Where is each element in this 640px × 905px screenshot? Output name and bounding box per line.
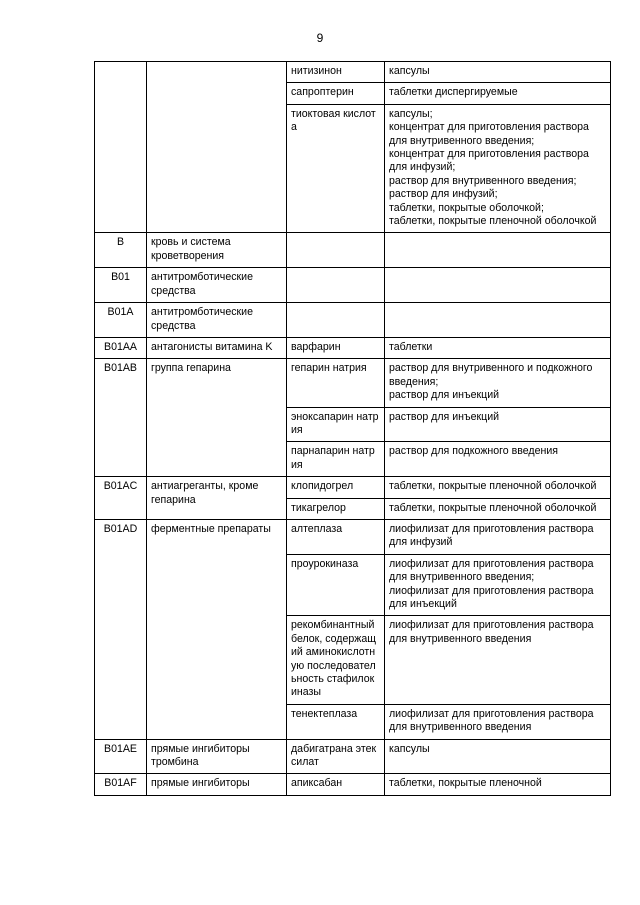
dosage-form-cell: капсулы (385, 62, 611, 83)
table-row (95, 233, 611, 268)
drug-table (94, 61, 611, 796)
anatomical-group-cell: ферментные препараты (147, 519, 287, 739)
table-row (95, 359, 611, 407)
atc-code-cell: B01AC (95, 477, 147, 520)
dosage-form-cell: раствор для инъекций (385, 407, 611, 442)
dosage-form-cell (385, 233, 611, 268)
anatomical-group-cell: прямые ингибиторы (147, 774, 287, 795)
page-number: 9 (316, 31, 324, 45)
table-row (95, 774, 611, 795)
drug-name-cell: тенектеплаза (287, 704, 385, 739)
atc-code-cell (95, 62, 147, 233)
table-row (95, 303, 611, 338)
drug-name-cell: алтеплаза (287, 519, 385, 554)
table-row (95, 337, 611, 358)
atc-code-cell: B (95, 233, 147, 268)
anatomical-group-cell: кровь и система кроветворения (147, 233, 287, 268)
drug-name-cell (287, 233, 385, 268)
atc-code-cell: B01 (95, 268, 147, 303)
drug-name-cell: эноксапарин натрия (287, 407, 385, 442)
dosage-form-cell: раствор для подкожного введения (385, 442, 611, 477)
table-row (95, 62, 611, 83)
dosage-form-cell: капсулы; концентрат для приготовления раствора для внутривенного введения; концентрат для приготовления раствора для инфузий; раствор для внутривенного введения; раствор для инфузий; таблетки, покрытые оболочкой; таблетки, покрытые пленочной оболочкой (385, 104, 611, 233)
drug-name-cell (287, 268, 385, 303)
dosage-form-cell: таблетки (385, 337, 611, 358)
atc-code-cell: B01AD (95, 519, 147, 739)
dosage-form-cell (385, 303, 611, 338)
dosage-form-cell: таблетки, покрытые пленочной (385, 774, 611, 795)
anatomical-group-cell: группа гепарина (147, 359, 287, 477)
atc-code-cell: B01A (95, 303, 147, 338)
anatomical-group-cell: антиагреганты, кроме гепарина (147, 477, 287, 520)
table-row (95, 477, 611, 498)
drug-name-cell: тикагрелор (287, 498, 385, 519)
dosage-form-cell: таблетки, покрытые пленочной оболочкой (385, 498, 611, 519)
drug-name-cell: сапроптерин (287, 83, 385, 104)
table-row (95, 739, 611, 774)
dosage-form-cell (385, 268, 611, 303)
drug-name-cell: клопидогрел (287, 477, 385, 498)
drug-name-cell: парнапарин натрия (287, 442, 385, 477)
table-row (95, 519, 611, 554)
dosage-form-cell: таблетки диспергируемые (385, 83, 611, 104)
dosage-form-cell: лиофилизат для приготовления раствора для внутривенного введения (385, 704, 611, 739)
drug-name-cell: гепарин натрия (287, 359, 385, 407)
atc-code-cell: B01AE (95, 739, 147, 774)
dosage-form-cell: капсулы (385, 739, 611, 774)
anatomical-group-cell: прямые ингибиторы тромбина (147, 739, 287, 774)
drug-name-cell: рекомбинантный белок, содержащий аминокислотную последовательность стафилокиназы (287, 616, 385, 704)
drug-name-cell: нитизинон (287, 62, 385, 83)
atc-code-cell: B01AA (95, 337, 147, 358)
atc-code-cell: B01AB (95, 359, 147, 477)
dosage-form-cell: лиофилизат для приготовления раствора для внутривенного введения (385, 616, 611, 704)
anatomical-group-cell (147, 62, 287, 233)
drug-name-cell: апиксабан (287, 774, 385, 795)
atc-code-cell: B01AF (95, 774, 147, 795)
drug-name-cell: дабигатрана этексилат (287, 739, 385, 774)
drug-name-cell: проурокиназа (287, 554, 385, 616)
drug-table-body (95, 62, 611, 796)
drug-name-cell: варфарин (287, 337, 385, 358)
dosage-form-cell: лиофилизат для приготовления раствора для внутривенного введения; лиофилизат для приготовления раствора для инъекций (385, 554, 611, 616)
drug-name-cell: тиоктовая кислота (287, 104, 385, 233)
dosage-form-cell: раствор для внутривенного и подкожного введения; раствор для инъекций (385, 359, 611, 407)
anatomical-group-cell: антагонисты витамина K (147, 337, 287, 358)
anatomical-group-cell: антитромботические средства (147, 303, 287, 338)
dosage-form-cell: таблетки, покрытые пленочной оболочкой (385, 477, 611, 498)
table-row (95, 268, 611, 303)
dosage-form-cell: лиофилизат для приготовления раствора для инфузий (385, 519, 611, 554)
anatomical-group-cell: антитромботические средства (147, 268, 287, 303)
drug-name-cell (287, 303, 385, 338)
